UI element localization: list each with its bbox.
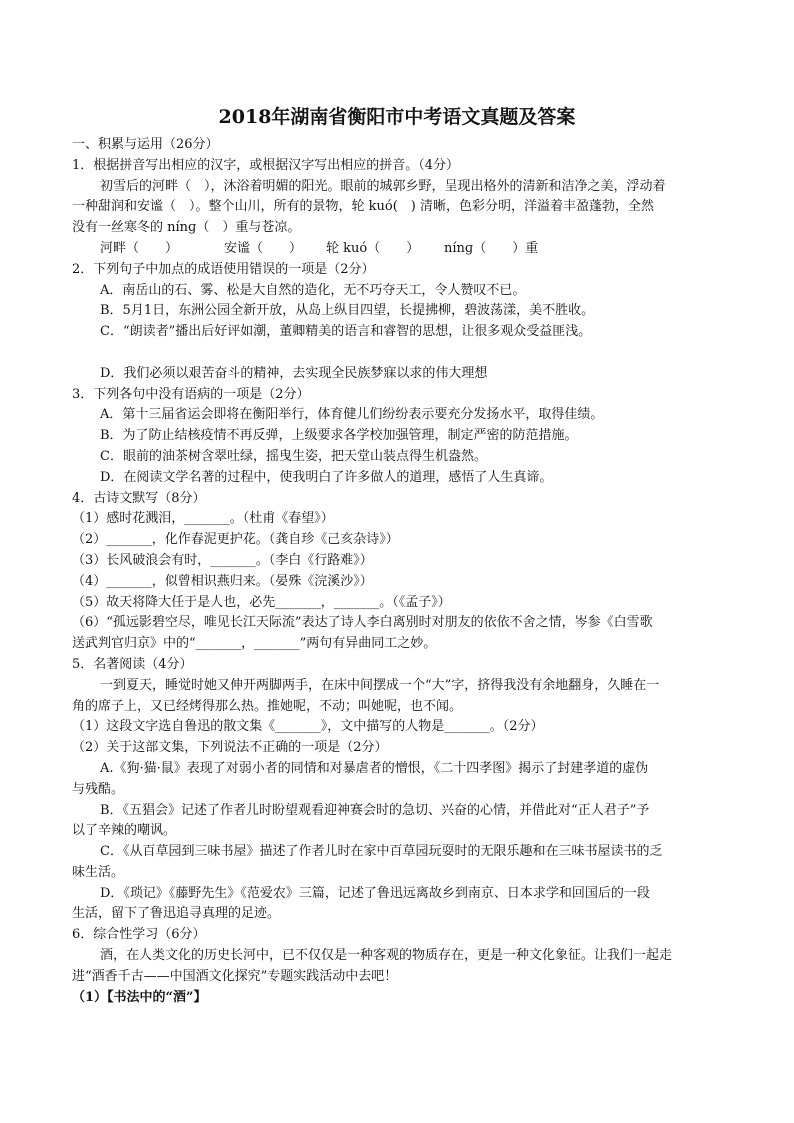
option-d: D．我们必须以艰苦奋斗的精神，去实现全民族梦寐以求的伟大理想	[100, 365, 488, 381]
option-c: C．《从百草园到三味书屋》描述了作者儿时在家中百草园玩耍时的无限乐趣和在三味书屋读书的乏	[100, 844, 663, 860]
section-heading: 一、积累与运用（26分）	[72, 137, 219, 152]
sub-question: （1）【书法中的“酒”】	[72, 989, 207, 1005]
option-b: B．《五猖会》记述了作者儿时盼望观看迎神赛会时的急切、兴奋的心情，并借此对“正人君子”予	[100, 802, 650, 818]
question-1: 1．根据拼音写出相应的汉字，或根据汉字写出相应的拼音。（4分）	[72, 157, 460, 173]
option-a: A.《狗·猫·鼠》表现了对弱小者的同情和对暴虐者的憎恨，《二十四孝图》揭示了封建孝道的虚伪	[100, 760, 649, 776]
document-body	[72, 135, 724, 1008]
paragraph-line: 进“酒香千古——中国酒文化探究”专题实践活动中去吧！	[72, 968, 398, 984]
paragraph-line: 一种甜润和安谧（ ）。整个山川，所有的景物，轮 kuó( ) 清晰，色彩分明，洋溢着丰盈蓬勃，全然	[72, 199, 654, 215]
poem-item: （4）_______，似曾相识燕归来。（晏殊《浣溪沙》）	[72, 573, 373, 589]
option-d: D．在阅读文学名著的过程中，使我明白了许多做人的道理，感悟了人生真谛。	[100, 469, 553, 485]
question-2: 2．下列句子中加点的成语使用错误的一项是（2分）	[72, 261, 375, 277]
poem-item: （5）故天将降大任于是人也，必先_______，_______。（《孟子》）	[72, 594, 451, 610]
question-4: 4．古诗文默写（8分）	[72, 490, 206, 506]
option-b: B．为了防止结核疫情不再反弹，上级要求各学校加强管理，制定严密的防范措施。	[100, 428, 578, 444]
page-title: 2018年湖南省衡阳市中考语文真题及答案	[218, 106, 576, 128]
option-c: C．眼前的油茶树含翠吐绿，摇曳生姿，把天堂山装点得生机盎然。	[100, 448, 487, 464]
poem-item: （3）长风破浪会有时，_______。（李白《行路难》）	[72, 552, 373, 568]
blank-item: 轮 kuó（ ）	[326, 240, 420, 256]
option-b: B．5月1日，东洲公园全新开放，从岛上纵目四望，长提拂柳，碧波荡漾，美不胜收。	[100, 303, 595, 319]
option-a: A．第十三届省运会即将在衡阳举行，体育健儿们纷纷表示要充分发扬水平，取得佳绩。	[100, 407, 604, 423]
fill-blank-row	[72, 239, 724, 260]
paragraph-line: 酒，在人类文化的历史长河中，已不仅仅是一种客观的物质存在，更是一种文化象征。让我们一起走	[100, 948, 673, 964]
blank-item: 安谧（ ）	[224, 240, 303, 256]
question-6: 6．综合性学习（6分）	[72, 927, 206, 943]
question-5: 5．名著阅读（4分）	[72, 656, 193, 672]
option-d: D．《琐记》《藤野先生》《范爱农》三篇，记述了鲁迅远离故乡到南京、日本求学和回国后的一段	[100, 885, 650, 901]
blank-item: 河畔（ ）	[100, 240, 179, 256]
paragraph-line: 初雪后的河畔（ ），沐浴着明媚的阳光。眼前的城郭乡野，呈现出格外的清新和洁净之美，浮动着	[100, 178, 666, 194]
sub-question: （1）这段文字选自鲁迅的散文集《_______》，文中描写的人物是_______。（2分）	[72, 719, 544, 735]
poem-item: （6）“孤远影碧空尽，唯见长江天际流”表达了诗人李白离别时对朋友的依依不舍之情，岑参《白雪歌	[72, 615, 653, 631]
option-cont: 以了辛辣的嘲讽。	[72, 823, 177, 839]
question-3: 3．下列各句中没有语病的一项是（2分）	[72, 386, 310, 402]
paragraph-line: 没有一丝寒冬的 nínɡ（ ）重与苍凉。	[72, 220, 301, 236]
poem-item-cont: 送武判官归京》中的“_______，_______”两句有异曲同工之妙。	[72, 636, 437, 652]
poem-item: （1）感时花溅泪，_______。（杜甫《春望》）	[72, 511, 334, 527]
option-cont: 生活，留下了鲁迅追寻真理的足迹。	[72, 906, 281, 922]
poem-item: （2）_______，化作春泥更护花。（龚自珍《己亥杂诗》）	[72, 532, 399, 548]
option-cont: 味生活。	[72, 864, 125, 880]
blank-item: nínɡ（ ）重	[444, 240, 539, 256]
option-cont: 与残酷。	[72, 781, 125, 797]
sub-question: （2）关于这部文集，下列说法不正确的一项是（2分）	[72, 740, 388, 756]
option-a: A．南岳山的石、雾、松是大自然的造化，无不巧夺天工，令人赞叹不已。	[100, 282, 526, 298]
spacer	[72, 343, 724, 364]
paragraph-line: 角的席子上，又已经烤得那么热。推她呢，不动；叫她呢，也不闻。	[72, 698, 463, 714]
option-c: C．“朗读者”播出后好评如潮，董卿精美的语言和睿智的思想，让很多观众受益匪浅。	[100, 324, 592, 340]
paragraph-line: 一到夏天，睡觉时她又伸开两脚两手，在床中间摆成一个“大”字，挤得我没有余地翻身，久睡在一	[100, 677, 660, 693]
